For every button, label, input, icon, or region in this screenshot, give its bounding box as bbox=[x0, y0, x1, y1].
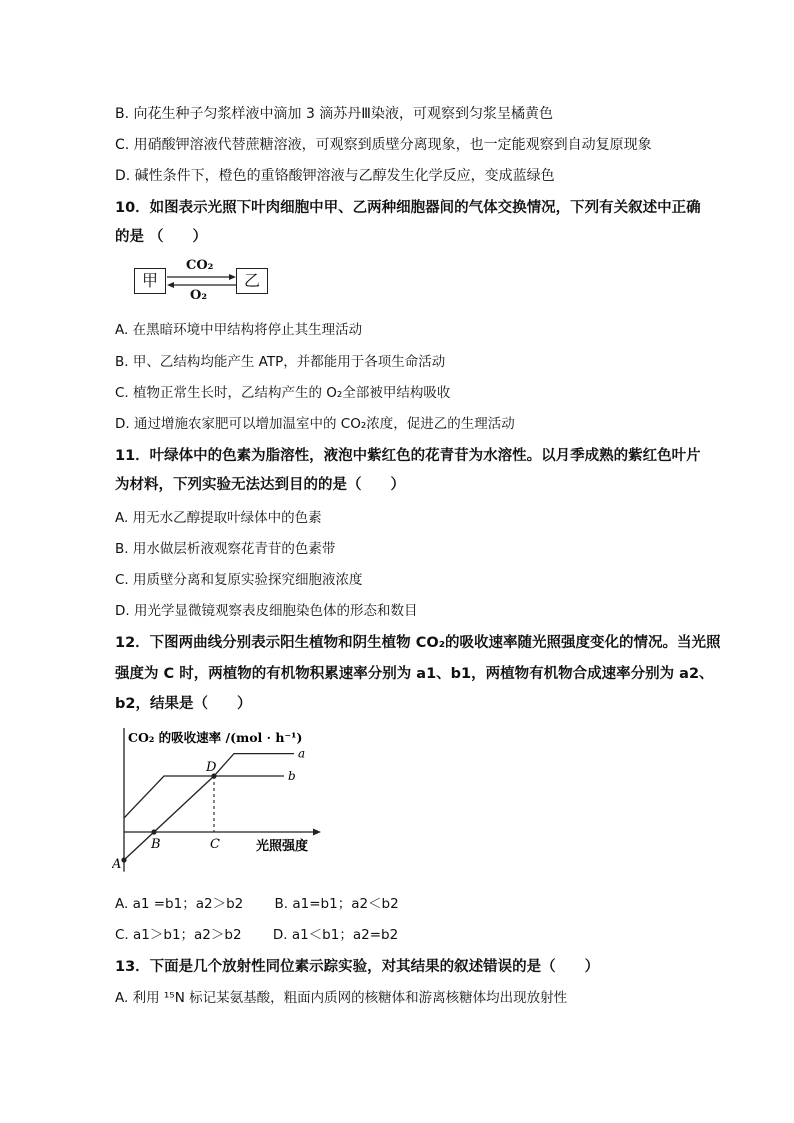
q9-option-c: C. 用硝酸钾溶液代替蔗糖溶液，可观察到质壁分离现象，也一定能观察到自动复原现象 bbox=[115, 137, 652, 153]
q11-stem-2: 为材料，下列实验无法达到目的的是（ ） bbox=[115, 477, 405, 493]
q12-stem-2: 强度为 C 时，两植物的有机物积累速率分别为 a1、b1，两植物有机物合成速率分别为 a2、 bbox=[115, 666, 714, 682]
x-axis-arrow bbox=[313, 829, 321, 836]
series-line-b bbox=[124, 776, 284, 818]
q9-option-b: B. 向花生种子匀浆样液中滴加 3 滴苏丹Ⅲ染液，可观察到匀浆呈橘黄色 bbox=[115, 106, 553, 122]
point-label-a: A bbox=[112, 857, 122, 872]
q11-option-b: B. 用水做层析液观察花青苷的色素带 bbox=[115, 541, 336, 557]
point-a-dot bbox=[121, 857, 126, 862]
q10-stem-1: 10．如图表示光照下叶肉细胞中甲、乙两种细胞器间的气体交换情况，下列有关叙述中正确 bbox=[115, 200, 701, 216]
organelle-jia-box: 甲 bbox=[134, 268, 166, 294]
q11-option-a: A. 用无水乙醇提取叶绿体中的色素 bbox=[115, 510, 322, 526]
o2-label: O₂ bbox=[190, 288, 208, 303]
q12-options-ab: A. a1 =b1；a2＞b2 B. a1=b1；a2＜b2 bbox=[115, 896, 399, 912]
q10-option-a: A. 在黑暗环境中甲结构将停止其生理活动 bbox=[115, 322, 363, 338]
co2-absorption-chart bbox=[112, 728, 322, 878]
q13-option-a: A. 利用 ¹⁵N 标记某氨基酸，粗面内质网的核糖体和游离核糖体均出现放射性 bbox=[115, 990, 568, 1006]
q12-options-cd: C. a1＞b1；a2＞b2 D. a1＜b1；a2=b2 bbox=[115, 927, 399, 943]
organelle-gas-diagram bbox=[134, 258, 284, 308]
q10-option-d: D. 通过增施农家肥可以增加温室中的 CO₂浓度，促进乙的生理活动 bbox=[115, 416, 515, 432]
q10-stem-2: 的是 （ ） bbox=[115, 229, 208, 245]
chart-labels bbox=[112, 730, 308, 872]
point-label-d: D bbox=[206, 760, 217, 775]
co2-label: CO₂ bbox=[186, 258, 214, 273]
q12-stem-1: 12．下图两曲线分别表示阳生植物和阴生植物 CO₂的吸收速率随光照强度变化的情况。当光照 bbox=[115, 635, 721, 651]
q9-option-d: D. 碱性条件下，橙色的重铬酸钾溶液与乙醇发生化学反应，变成蓝绿色 bbox=[115, 168, 555, 184]
point-b-dot bbox=[151, 829, 156, 834]
y-axis-label: CO₂ 的吸收速率 /(mol · h⁻¹) bbox=[128, 730, 303, 745]
series-label-b: b bbox=[288, 769, 296, 783]
x-axis-label: 光照强度 bbox=[256, 839, 309, 854]
q10-option-c: C. 植物正常生长时，乙结构产生的 O₂全部被甲结构吸收 bbox=[115, 385, 451, 401]
organelle-yi-box: 乙 bbox=[236, 268, 268, 294]
q11-stem-1: 11．叶绿体中的色素为脂溶性，液泡中紫红色的花青苷为水溶性。以月季成熟的紫红色叶片 bbox=[115, 448, 701, 464]
q13-stem-1: 13．下面是几个放射性同位素示踪实验，对其结果的叙述错误的是（ ） bbox=[115, 959, 600, 975]
point-label-b: B bbox=[151, 837, 161, 852]
point-label-c: C bbox=[210, 837, 220, 852]
q10-option-b: B. 甲、乙结构均能产生 ATP，并都能用于各项生命活动 bbox=[115, 354, 446, 370]
q12-stem-3: b2，结果是（ ） bbox=[115, 696, 252, 712]
q11-option-d: D. 用光学显微镜观察表皮细胞染色体的形态和数目 bbox=[115, 603, 418, 619]
q11-option-c: C. 用质壁分离和复原实验探究细胞液浓度 bbox=[115, 572, 363, 588]
series-label-a: a bbox=[298, 746, 306, 761]
